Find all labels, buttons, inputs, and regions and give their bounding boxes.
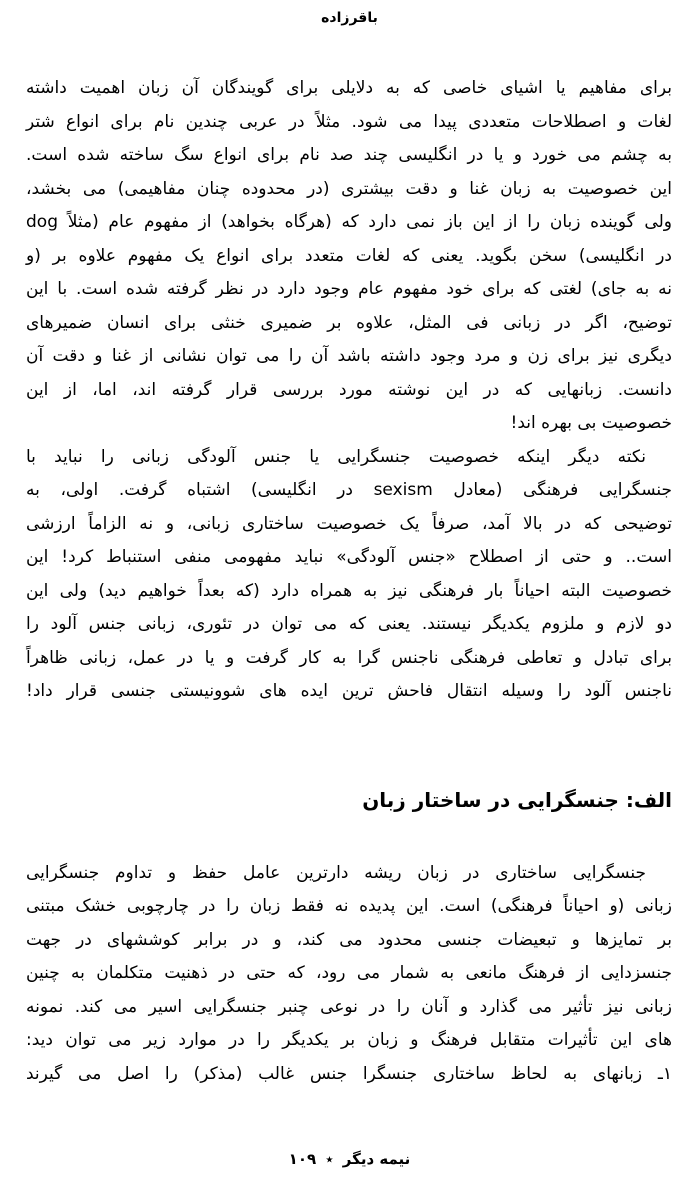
text-line: ناجنس آلود را وسیله انتقال فاحش ترین ایده های شوونیستی جنسی قرار داد! — [26, 681, 672, 701]
text-line: است.. و حتی از اصطلاح «جنس آلودگی» نباید مفهومی منفی استنباط کرد! این — [26, 547, 672, 567]
body-text — [26, 72, 672, 1091]
footer-page-number: ۱۰۹ — [288, 1150, 317, 1168]
text-line: برای تبادل و تعاطی فرهنگی ناجنس گرا به کار گرفت و یا در عمل، زبانی ظاهراً — [26, 647, 672, 668]
text-line: این خصوصیت به زبان غنا و دقت بیشتری (در محدوده چنان مفاهیمی) می بخشد، — [26, 178, 672, 199]
text-line: توضیح، اگر در زبانی فی المثل، علاوه بر ضمیری خنثی برای انسان ضمیرهای — [26, 312, 672, 333]
text-line: زبانی (و احیاناً فرهنگی) است. این پدیده نه فقط زبان را در چارچوبی خشک مبتنی — [26, 896, 672, 916]
text-line: در انگلیسی) سخن بگوید. یعنی که لغات متعدد برای انواع یک مفهوم علاوه بر (و — [26, 245, 672, 266]
text-line: دیگری نیز برای زن و مرد وجود داشته باشد آن را می توان نشانی از غنا و دقت آن — [26, 346, 672, 366]
paragraph — [26, 441, 672, 709]
paragraph — [26, 72, 672, 441]
text-line: خصوصیت البته احیاناً بار فرهنگی نیز به همراه دارد (که بعداً خواهیم دید) ولی این — [26, 580, 672, 601]
text-line: توضیحی که در بالا آمد، صرفاً یک خصوصیت ساختاری زبانی، و نه الزاماً ارزشی — [26, 513, 672, 534]
text-line: به چشم می خورد و یا در انگلیسی چند صد نام برای انواع سگ ساخته شده است. — [26, 145, 672, 165]
text-line: نکته دیگر اینکه خصوصیت جنسگرایی یا جنس آلودگی زبانی را نباید با — [26, 446, 646, 467]
text-line: دو لازم و ملزوم یکدیگر نیستند. یعنی که می توان در تئوری، زبانی جنس آلود را — [26, 614, 672, 634]
text-line: جنسگرایی ساختاری در زبان ریشه دارترین عامل حفظ و تداوم جنسگرایی — [26, 862, 646, 883]
text-line: ولی گوینده زبان را از این باز نمی دارد که (هرگاه بخواهد) از مفهوم عام (مثلاً dog — [26, 212, 672, 232]
footer-separator-star: ٭ — [325, 1150, 334, 1168]
running-head-author: باقرزاده — [321, 10, 378, 26]
text-line: جنسزدایی از فرهنگ مانعی به شمار می رود، که حتی در ذهنیت متکلمان به چنین — [26, 963, 672, 983]
text-line: زبانی نیز تأثیر می گذارد و آنان را در نوعی چنبر جنسگرایی اسیر می کند. نمونه — [26, 996, 672, 1017]
text-line: جنسگرایی فرهنگی (معادل sexism در انگلیسی) اشتباه گرفت. اولی، به — [26, 480, 672, 500]
page-footer — [0, 1150, 699, 1168]
text-line: نه به جای) لغتی که برای خود مفهوم عام وجود دارد در نظر گرفته شده است. با این — [26, 279, 672, 299]
text-line: خصوصیت بی بهره اند! — [510, 413, 672, 433]
section-heading: الف: جنسگرایی در ساختار زبان — [362, 787, 672, 812]
footer-journal-title: نیمه دیگر — [342, 1150, 411, 1168]
text-line: بر تمایزها و تبعیضات جنسی محدود می کند، و در برابر کوششهای در جهت — [26, 929, 672, 950]
paragraph — [26, 857, 672, 1092]
text-line: های این تأثیرات متقابل فرهنگ و زبان بر یکدیگر را در موارد زیر می توان دید: — [26, 1030, 672, 1050]
text-line: برای مفاهیم یا اشیای خاصی که به دلایلی برای گویندگان آن زبان اهمیت داشته — [26, 78, 672, 98]
text-line: لغات و اصطلاحات متعددی پیدا می شود. مثلاً در عربی چندین نام برای انواع شتر — [26, 111, 672, 132]
text-line: ۱ـ زبانهای به لحاظ ساختاری جنسگرا جنس غالب (مذکر) را اصل می گیرند — [26, 1063, 672, 1084]
text-line: دانست. زبانهایی که در این نوشته مورد بررسی قرار گرفته اند، اما، از این — [26, 379, 672, 400]
